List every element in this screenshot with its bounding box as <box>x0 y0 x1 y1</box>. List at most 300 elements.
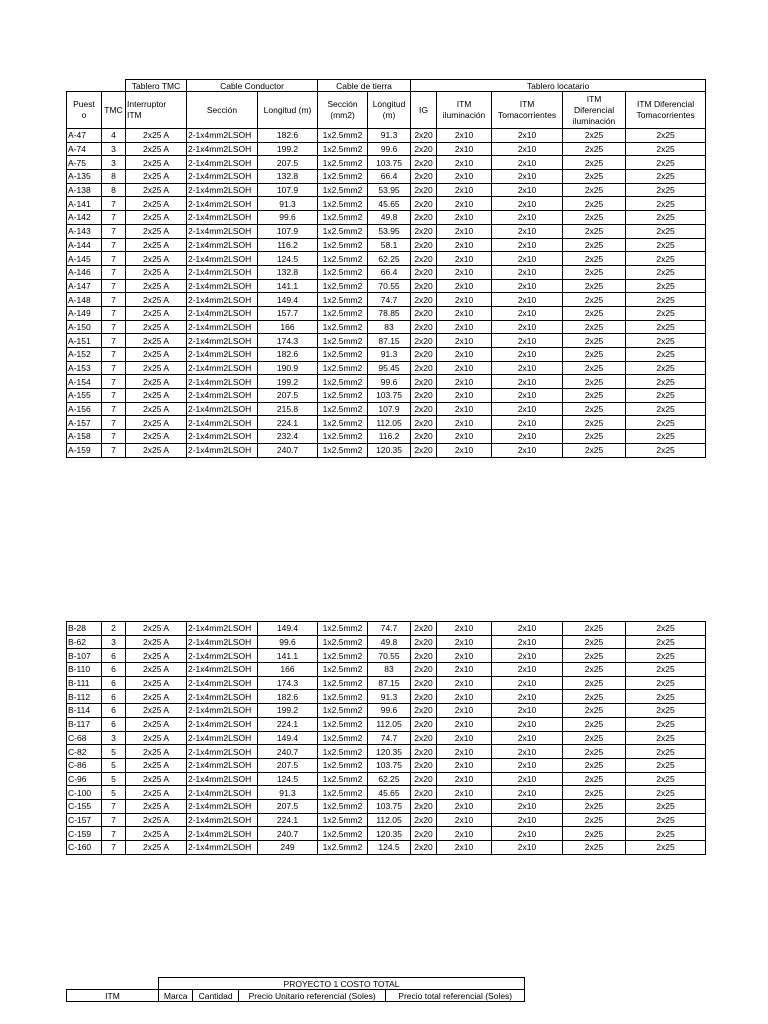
cell-itm-dif-tomacorrientes: 2x25 <box>626 320 706 334</box>
cell-ig: 2x20 <box>411 170 437 184</box>
cell-longitud: 174.3 <box>258 334 318 348</box>
cell-itm-tomacorrientes: 2x10 <box>492 717 563 731</box>
cell-itm-iluminacion: 2x10 <box>437 402 492 416</box>
cell-longitud-tierra: 49.8 <box>368 211 411 225</box>
cell-longitud: 166 <box>258 663 318 677</box>
cell-seccion-tierra: 1x2.5mm2 <box>318 320 368 334</box>
cell-itm-iluminacion: 2x10 <box>437 197 492 211</box>
cell-seccion: 2-1x4mm2LSOH <box>187 416 258 430</box>
cell-seccion: 2-1x4mm2LSOH <box>187 238 258 252</box>
cell-itm-iluminacion: 2x10 <box>437 320 492 334</box>
cell-itm-dif-iluminacion: 2x25 <box>563 197 626 211</box>
cell-itm-dif-iluminacion: 2x25 <box>563 183 626 197</box>
cell-longitud-tierra: 116.2 <box>368 430 411 444</box>
col-header-interruptor: Interruptor ITM <box>126 92 187 129</box>
cell-seccion-tierra: 1x2.5mm2 <box>318 211 368 225</box>
cell-seccion-tierra: 1x2.5mm2 <box>318 786 368 800</box>
cell-seccion-tierra: 1x2.5mm2 <box>318 635 368 649</box>
cell-ig: 2x20 <box>411 293 437 307</box>
cell-seccion-tierra: 1x2.5mm2 <box>318 813 368 827</box>
cell-itm-tomacorrientes: 2x10 <box>492 786 563 800</box>
cell-ig: 2x20 <box>411 676 437 690</box>
cell-itm-dif-tomacorrientes: 2x25 <box>626 676 706 690</box>
table-row <box>67 197 706 211</box>
cell-tmc: 5 <box>102 772 126 786</box>
cell-seccion-tierra: 1x2.5mm2 <box>318 841 368 855</box>
cell-ig: 2x20 <box>411 375 437 389</box>
cell-seccion: 2-1x4mm2LSOH <box>187 443 258 457</box>
blank-cell <box>67 978 159 990</box>
cell-itm-iluminacion: 2x10 <box>437 293 492 307</box>
cell-interruptor: 2x25 A <box>126 320 187 334</box>
cell-itm-iluminacion: 2x10 <box>437 772 492 786</box>
cell-itm-dif-iluminacion: 2x25 <box>563 786 626 800</box>
col-header-puesto: Puest o <box>67 92 102 129</box>
cell-itm-iluminacion: 2x10 <box>437 416 492 430</box>
cell-seccion: 2-1x4mm2LSOH <box>187 252 258 266</box>
cell-seccion: 2-1x4mm2LSOH <box>187 745 258 759</box>
cell-itm-dif-tomacorrientes: 2x25 <box>626 402 706 416</box>
table-row <box>67 224 706 238</box>
cell-seccion-tierra: 1x2.5mm2 <box>318 416 368 430</box>
cell-puesto: A-141 <box>67 197 102 211</box>
cell-itm-tomacorrientes: 2x10 <box>492 649 563 663</box>
column-header-row <box>67 92 706 129</box>
cell-puesto: A-146 <box>67 265 102 279</box>
cell-longitud: 207.5 <box>258 799 318 813</box>
cell-itm-dif-iluminacion: 2x25 <box>563 799 626 813</box>
cell-interruptor: 2x25 A <box>126 224 187 238</box>
cell-puesto: A-153 <box>67 361 102 375</box>
cell-ig: 2x20 <box>411 663 437 677</box>
cell-itm-iluminacion: 2x10 <box>437 745 492 759</box>
table-row <box>67 320 706 334</box>
cell-tmc: 7 <box>102 211 126 225</box>
cell-puesto: A-144 <box>67 238 102 252</box>
cell-longitud-tierra: 58.1 <box>368 238 411 252</box>
cell-tmc: 7 <box>102 334 126 348</box>
cell-itm-tomacorrientes: 2x10 <box>492 799 563 813</box>
cell-tmc: 8 <box>102 170 126 184</box>
cell-tmc: 7 <box>102 799 126 813</box>
cell-ig: 2x20 <box>411 731 437 745</box>
cell-interruptor: 2x25 A <box>126 649 187 663</box>
col-header-longitud-tierra: Longitud (m) <box>368 92 411 129</box>
cell-seccion: 2-1x4mm2LSOH <box>187 622 258 636</box>
table-row <box>67 389 706 403</box>
cell-puesto: C-96 <box>67 772 102 786</box>
cell-longitud-tierra: 87.15 <box>368 676 411 690</box>
group-header-tablero-locatario: Tablero locatario <box>411 80 706 92</box>
cell-seccion: 2-1x4mm2LSOH <box>187 156 258 170</box>
cell-interruptor: 2x25 A <box>126 348 187 362</box>
cell-tmc: 7 <box>102 416 126 430</box>
cell-longitud: 124.5 <box>258 252 318 266</box>
cell-itm-iluminacion: 2x10 <box>437 758 492 772</box>
cell-ig: 2x20 <box>411 265 437 279</box>
cell-itm-dif-iluminacion: 2x25 <box>563 361 626 375</box>
table-row <box>67 252 706 266</box>
cell-interruptor: 2x25 A <box>126 252 187 266</box>
cell-seccion: 2-1x4mm2LSOH <box>187 334 258 348</box>
col-header-longitud: Longitud (m) <box>258 92 318 129</box>
cell-longitud-tierra: 53.95 <box>368 224 411 238</box>
cell-itm-dif-tomacorrientes: 2x25 <box>626 348 706 362</box>
cell-itm-iluminacion: 2x10 <box>437 622 492 636</box>
cell-interruptor: 2x25 A <box>126 279 187 293</box>
cell-ig: 2x20 <box>411 704 437 718</box>
cell-puesto: A-138 <box>67 183 102 197</box>
cell-ig: 2x20 <box>411 443 437 457</box>
cell-itm-iluminacion: 2x10 <box>437 841 492 855</box>
cell-tmc: 3 <box>102 635 126 649</box>
cell-itm-tomacorrientes: 2x10 <box>492 211 563 225</box>
cell-interruptor: 2x25 A <box>126 443 187 457</box>
col-header-itm-iluminacion: ITM iluminación <box>437 92 492 129</box>
cell-seccion: 2-1x4mm2LSOH <box>187 293 258 307</box>
cell-itm-tomacorrientes: 2x10 <box>492 142 563 156</box>
cell-seccion-tierra: 1x2.5mm2 <box>318 361 368 375</box>
cell-seccion: 2-1x4mm2LSOH <box>187 772 258 786</box>
cost-header-row <box>67 990 525 1002</box>
cell-itm-dif-tomacorrientes: 2x25 <box>626 717 706 731</box>
table-row <box>67 430 706 444</box>
cell-itm-iluminacion: 2x10 <box>437 170 492 184</box>
cell-seccion: 2-1x4mm2LSOH <box>187 348 258 362</box>
cell-seccion: 2-1x4mm2LSOH <box>187 361 258 375</box>
table-row <box>67 306 706 320</box>
cell-longitud: 141.1 <box>258 279 318 293</box>
cell-tmc: 7 <box>102 320 126 334</box>
cell-longitud: 91.3 <box>258 786 318 800</box>
cell-itm-dif-tomacorrientes: 2x25 <box>626 224 706 238</box>
cell-itm-tomacorrientes: 2x10 <box>492 690 563 704</box>
cell-itm-dif-iluminacion: 2x25 <box>563 306 626 320</box>
cell-interruptor: 2x25 A <box>126 265 187 279</box>
cell-itm-dif-iluminacion: 2x25 <box>563 170 626 184</box>
cell-seccion: 2-1x4mm2LSOH <box>187 211 258 225</box>
cell-seccion: 2-1x4mm2LSOH <box>187 786 258 800</box>
table-row <box>67 129 706 143</box>
table-row <box>67 375 706 389</box>
cell-seccion: 2-1x4mm2LSOH <box>187 813 258 827</box>
cell-longitud-tierra: 107.9 <box>368 402 411 416</box>
cell-puesto: A-135 <box>67 170 102 184</box>
table-section-bc <box>66 621 706 855</box>
cell-interruptor: 2x25 A <box>126 772 187 786</box>
cell-tmc: 7 <box>102 348 126 362</box>
table-row <box>67 663 706 677</box>
cell-longitud-tierra: 120.35 <box>368 827 411 841</box>
table-row <box>67 211 706 225</box>
cell-seccion: 2-1x4mm2LSOH <box>187 170 258 184</box>
cell-seccion-tierra: 1x2.5mm2 <box>318 772 368 786</box>
cell-ig: 2x20 <box>411 841 437 855</box>
cell-longitud: 190.9 <box>258 361 318 375</box>
cell-tmc: 5 <box>102 786 126 800</box>
cell-interruptor: 2x25 A <box>126 334 187 348</box>
cell-interruptor: 2x25 A <box>126 827 187 841</box>
cell-itm-tomacorrientes: 2x10 <box>492 704 563 718</box>
group-header-tablero-tmc: Tablero TMC <box>126 80 187 92</box>
cell-longitud-tierra: 120.35 <box>368 443 411 457</box>
cell-seccion-tierra: 1x2.5mm2 <box>318 252 368 266</box>
cell-ig: 2x20 <box>411 813 437 827</box>
cell-itm-dif-tomacorrientes: 2x25 <box>626 772 706 786</box>
cell-itm-tomacorrientes: 2x10 <box>492 772 563 786</box>
cell-tmc: 7 <box>102 430 126 444</box>
cell-itm-dif-tomacorrientes: 2x25 <box>626 416 706 430</box>
cell-ig: 2x20 <box>411 348 437 362</box>
table-row <box>67 786 706 800</box>
cell-tmc: 3 <box>102 156 126 170</box>
cell-longitud: 199.2 <box>258 375 318 389</box>
cell-itm-dif-iluminacion: 2x25 <box>563 279 626 293</box>
cell-longitud-tierra: 91.3 <box>368 348 411 362</box>
cell-longitud: 149.4 <box>258 622 318 636</box>
cell-longitud: 240.7 <box>258 827 318 841</box>
cell-longitud-tierra: 70.55 <box>368 649 411 663</box>
cell-seccion-tierra: 1x2.5mm2 <box>318 348 368 362</box>
cell-puesto: A-151 <box>67 334 102 348</box>
cell-itm-iluminacion: 2x10 <box>437 635 492 649</box>
cell-interruptor: 2x25 A <box>126 786 187 800</box>
cell-itm-dif-tomacorrientes: 2x25 <box>626 443 706 457</box>
cell-ig: 2x20 <box>411 758 437 772</box>
cell-longitud: 99.6 <box>258 211 318 225</box>
cell-tmc: 7 <box>102 224 126 238</box>
cell-itm-dif-tomacorrientes: 2x25 <box>626 129 706 143</box>
cell-seccion-tierra: 1x2.5mm2 <box>318 430 368 444</box>
cell-itm-dif-tomacorrientes: 2x25 <box>626 690 706 704</box>
cell-ig: 2x20 <box>411 224 437 238</box>
table-row <box>67 799 706 813</box>
cell-tmc: 5 <box>102 758 126 772</box>
cell-puesto: A-150 <box>67 320 102 334</box>
cell-itm-iluminacion: 2x10 <box>437 211 492 225</box>
cell-itm-dif-tomacorrientes: 2x25 <box>626 758 706 772</box>
table-row <box>67 265 706 279</box>
cell-tmc: 7 <box>102 813 126 827</box>
cell-longitud-tierra: 83 <box>368 663 411 677</box>
cell-itm-iluminacion: 2x10 <box>437 224 492 238</box>
cost-header-marca: Marca <box>159 990 193 1002</box>
cell-itm-dif-iluminacion: 2x25 <box>563 676 626 690</box>
cell-itm-tomacorrientes: 2x10 <box>492 827 563 841</box>
cell-seccion-tierra: 1x2.5mm2 <box>318 183 368 197</box>
cell-itm-dif-iluminacion: 2x25 <box>563 389 626 403</box>
cell-itm-dif-tomacorrientes: 2x25 <box>626 238 706 252</box>
cell-itm-dif-iluminacion: 2x25 <box>563 772 626 786</box>
cell-interruptor: 2x25 A <box>126 129 187 143</box>
cell-puesto: C-157 <box>67 813 102 827</box>
cell-longitud-tierra: 49.8 <box>368 635 411 649</box>
cell-seccion: 2-1x4mm2LSOH <box>187 690 258 704</box>
cell-longitud-tierra: 45.65 <box>368 197 411 211</box>
cell-longitud: 132.8 <box>258 265 318 279</box>
cell-ig: 2x20 <box>411 690 437 704</box>
cell-tmc: 6 <box>102 704 126 718</box>
table-row <box>67 238 706 252</box>
col-header-seccion: Sección <box>187 92 258 129</box>
cell-seccion: 2-1x4mm2LSOH <box>187 142 258 156</box>
cell-puesto: A-158 <box>67 430 102 444</box>
cell-puesto: B-28 <box>67 622 102 636</box>
cell-itm-iluminacion: 2x10 <box>437 238 492 252</box>
cell-longitud: 166 <box>258 320 318 334</box>
cell-seccion: 2-1x4mm2LSOH <box>187 635 258 649</box>
cell-itm-tomacorrientes: 2x10 <box>492 224 563 238</box>
cell-itm-tomacorrientes: 2x10 <box>492 402 563 416</box>
cell-itm-dif-iluminacion: 2x25 <box>563 827 626 841</box>
cell-puesto: A-143 <box>67 224 102 238</box>
cell-interruptor: 2x25 A <box>126 389 187 403</box>
cell-seccion: 2-1x4mm2LSOH <box>187 430 258 444</box>
col-header-itm-dif-iluminacion: ITM Diferencial iluminación <box>563 92 626 129</box>
cell-longitud-tierra: 103.75 <box>368 389 411 403</box>
cell-itm-iluminacion: 2x10 <box>437 443 492 457</box>
cell-longitud-tierra: 124.5 <box>368 841 411 855</box>
cell-tmc: 7 <box>102 389 126 403</box>
cell-puesto: B-112 <box>67 690 102 704</box>
cell-itm-dif-tomacorrientes: 2x25 <box>626 142 706 156</box>
cell-itm-tomacorrientes: 2x10 <box>492 293 563 307</box>
cell-itm-dif-iluminacion: 2x25 <box>563 238 626 252</box>
cell-ig: 2x20 <box>411 183 437 197</box>
cell-longitud: 124.5 <box>258 772 318 786</box>
cell-longitud-tierra: 62.25 <box>368 252 411 266</box>
cell-seccion-tierra: 1x2.5mm2 <box>318 306 368 320</box>
cell-tmc: 3 <box>102 142 126 156</box>
cell-puesto: C-82 <box>67 745 102 759</box>
table-row <box>67 142 706 156</box>
cell-tmc: 7 <box>102 306 126 320</box>
cell-puesto: A-154 <box>67 375 102 389</box>
cell-seccion-tierra: 1x2.5mm2 <box>318 170 368 184</box>
cell-tmc: 6 <box>102 663 126 677</box>
cell-ig: 2x20 <box>411 279 437 293</box>
cell-longitud-tierra: 53.95 <box>368 183 411 197</box>
cell-longitud: 182.6 <box>258 348 318 362</box>
cell-puesto: C-100 <box>67 786 102 800</box>
cell-seccion-tierra: 1x2.5mm2 <box>318 745 368 759</box>
cell-itm-iluminacion: 2x10 <box>437 676 492 690</box>
cell-itm-dif-iluminacion: 2x25 <box>563 443 626 457</box>
cell-longitud: 224.1 <box>258 416 318 430</box>
cell-itm-tomacorrientes: 2x10 <box>492 731 563 745</box>
cell-itm-dif-iluminacion: 2x25 <box>563 622 626 636</box>
cell-itm-dif-tomacorrientes: 2x25 <box>626 745 706 759</box>
cell-longitud: 149.4 <box>258 293 318 307</box>
cell-ig: 2x20 <box>411 361 437 375</box>
cell-interruptor: 2x25 A <box>126 841 187 855</box>
cell-itm-tomacorrientes: 2x10 <box>492 252 563 266</box>
table-row <box>67 704 706 718</box>
cell-longitud: 207.5 <box>258 156 318 170</box>
cell-itm-tomacorrientes: 2x10 <box>492 197 563 211</box>
cell-puesto: C-160 <box>67 841 102 855</box>
cell-interruptor: 2x25 A <box>126 416 187 430</box>
cell-tmc: 5 <box>102 745 126 759</box>
cell-ig: 2x20 <box>411 334 437 348</box>
cell-longitud-tierra: 91.3 <box>368 129 411 143</box>
cell-itm-dif-tomacorrientes: 2x25 <box>626 211 706 225</box>
cell-itm-dif-iluminacion: 2x25 <box>563 649 626 663</box>
cell-longitud-tierra: 112.05 <box>368 416 411 430</box>
cell-seccion: 2-1x4mm2LSOH <box>187 265 258 279</box>
cell-tmc: 7 <box>102 238 126 252</box>
cell-longitud: 199.2 <box>258 704 318 718</box>
table-row <box>67 416 706 430</box>
cell-interruptor: 2x25 A <box>126 690 187 704</box>
cell-seccion-tierra: 1x2.5mm2 <box>318 758 368 772</box>
cell-longitud: 215.8 <box>258 402 318 416</box>
cell-ig: 2x20 <box>411 142 437 156</box>
cell-interruptor: 2x25 A <box>126 622 187 636</box>
cell-seccion-tierra: 1x2.5mm2 <box>318 799 368 813</box>
col-header-seccion-tierra: Sección (mm2) <box>318 92 368 129</box>
cell-ig: 2x20 <box>411 252 437 266</box>
cell-itm-dif-tomacorrientes: 2x25 <box>626 799 706 813</box>
cell-longitud-tierra: 112.05 <box>368 717 411 731</box>
cell-itm-tomacorrientes: 2x10 <box>492 389 563 403</box>
cell-seccion-tierra: 1x2.5mm2 <box>318 375 368 389</box>
cell-tmc: 6 <box>102 717 126 731</box>
table-section-a <box>66 79 706 458</box>
cell-itm-dif-iluminacion: 2x25 <box>563 320 626 334</box>
cell-itm-tomacorrientes: 2x10 <box>492 375 563 389</box>
cell-seccion-tierra: 1x2.5mm2 <box>318 663 368 677</box>
cell-seccion-tierra: 1x2.5mm2 <box>318 224 368 238</box>
cell-seccion: 2-1x4mm2LSOH <box>187 841 258 855</box>
cell-itm-dif-tomacorrientes: 2x25 <box>626 361 706 375</box>
cell-ig: 2x20 <box>411 635 437 649</box>
cell-itm-dif-tomacorrientes: 2x25 <box>626 265 706 279</box>
cell-puesto: B-110 <box>67 663 102 677</box>
cell-longitud-tierra: 99.6 <box>368 704 411 718</box>
cell-longitud: 207.5 <box>258 389 318 403</box>
cell-itm-dif-iluminacion: 2x25 <box>563 717 626 731</box>
table-row <box>67 279 706 293</box>
cell-itm-iluminacion: 2x10 <box>437 142 492 156</box>
cell-itm-dif-tomacorrientes: 2x25 <box>626 622 706 636</box>
cell-interruptor: 2x25 A <box>126 745 187 759</box>
cell-longitud-tierra: 87.15 <box>368 334 411 348</box>
cell-interruptor: 2x25 A <box>126 813 187 827</box>
cell-itm-dif-tomacorrientes: 2x25 <box>626 306 706 320</box>
cell-longitud-tierra: 74.7 <box>368 622 411 636</box>
cell-longitud: 107.9 <box>258 224 318 238</box>
cell-seccion: 2-1x4mm2LSOH <box>187 649 258 663</box>
cell-itm-tomacorrientes: 2x10 <box>492 758 563 772</box>
cell-itm-dif-iluminacion: 2x25 <box>563 731 626 745</box>
cell-seccion-tierra: 1x2.5mm2 <box>318 389 368 403</box>
cell-seccion: 2-1x4mm2LSOH <box>187 704 258 718</box>
cell-seccion-tierra: 1x2.5mm2 <box>318 717 368 731</box>
cell-puesto: A-157 <box>67 416 102 430</box>
cell-longitud: 116.2 <box>258 238 318 252</box>
cell-itm-tomacorrientes: 2x10 <box>492 129 563 143</box>
cell-tmc: 7 <box>102 197 126 211</box>
cell-longitud: 107.9 <box>258 183 318 197</box>
cell-longitud-tierra: 70.55 <box>368 279 411 293</box>
cell-itm-iluminacion: 2x10 <box>437 265 492 279</box>
cell-seccion: 2-1x4mm2LSOH <box>187 827 258 841</box>
cost-table <box>66 977 525 1002</box>
cell-seccion: 2-1x4mm2LSOH <box>187 224 258 238</box>
cell-tmc: 8 <box>102 183 126 197</box>
cell-longitud-tierra: 78.85 <box>368 306 411 320</box>
